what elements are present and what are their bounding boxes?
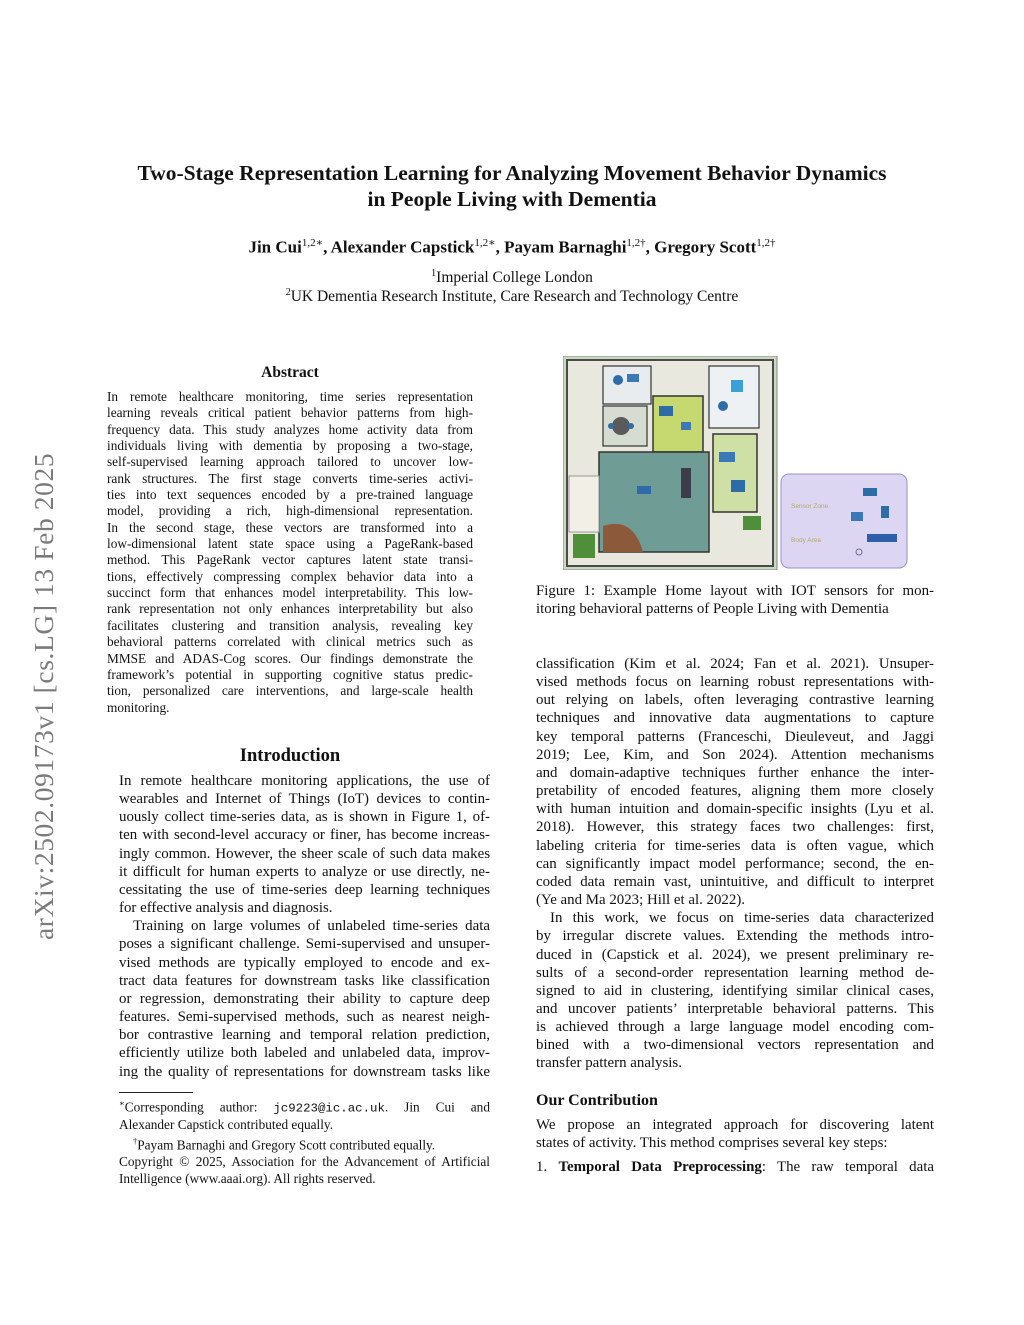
- right-column-body: [536, 655, 934, 1073]
- furniture-item: [613, 375, 623, 385]
- list-item-title: Temporal Data Preprocessing: [558, 1159, 762, 1176]
- affiliation: [80, 287, 944, 306]
- sensor-icon: [867, 534, 897, 542]
- abstract-heading: Abstract: [261, 364, 319, 381]
- sensor-icon: [863, 488, 877, 496]
- text-line: out relying on labels, often leveraging contrastive learning: [536, 692, 934, 709]
- text-line: Training on large volumes of unlabeled time-series data: [133, 918, 490, 935]
- abstract-line: self-supervised learning approach tailored to uncover low-: [107, 454, 473, 470]
- text-line: 2018). However, this strategy faces two challenges: first,: [536, 819, 934, 836]
- sensor-icon: [851, 512, 863, 521]
- text-line: pretability of encoded features, aligning them more closely: [536, 783, 934, 800]
- text-line: techniques and innovative data augmentations to capture: [536, 710, 934, 727]
- footnote-mark: †: [133, 1136, 138, 1147]
- text-line: uously collect time-series data, as is shown in Figure 1, of-: [119, 809, 490, 826]
- text-line: wearables and Internet of Things (IoT) devices to contin-: [119, 791, 490, 808]
- footnote-text: . Jin Cui and: [384, 1099, 490, 1115]
- abstract-line: framework’s potential in supporting cognitive status predic-: [107, 666, 473, 682]
- garden-patch: [573, 534, 595, 558]
- email-link[interactable]: jc9223@ic.ac.uk: [273, 1101, 385, 1116]
- sensor-icon: [881, 506, 889, 518]
- footnote-text: Payam Barnaghi and Gregory Scott contributed equally.: [137, 1137, 436, 1153]
- sensor-zone-panel: [781, 474, 907, 568]
- abstract-line: low-dimensional latent state space using a PageRank-based: [107, 536, 473, 552]
- sofa: [681, 468, 691, 498]
- author-marks: 1,2∗: [474, 237, 496, 249]
- author-name: Gregory Scott: [654, 237, 757, 257]
- author-list: Jin Cui$^{1,2∗}$, Alexander Capstick$^{1,2∗}$, Payam Barnaghi$^{1,2\dagger}$, Gregory Scott$^{1,2\dagger}$: [248, 237, 776, 257]
- copyright-line: Copyright © 2025, Association for the Advancement of Artificial: [119, 1154, 490, 1170]
- text-line: (Ye and Ma 2023; Hill et al. 2022).: [536, 892, 745, 909]
- abstract-line: facilitates clustering and transition analysis, revealing key: [107, 617, 473, 633]
- text-line: with human intuition and domain-specific insights (Lyu et al.: [536, 801, 934, 818]
- abstract-line: tion, personalized care interventions, and large-scale health: [107, 683, 473, 699]
- abstract-line: tions, effectively compressing complex behavior data into a: [107, 568, 473, 584]
- footnote-line: [119, 1133, 490, 1154]
- footnote-rule: [119, 1092, 193, 1093]
- title-line: Two-Stage Representation Learning for Analyzing Movement Behavior Dynamics: [137, 161, 887, 185]
- contribution-body: [536, 1116, 934, 1176]
- furniture-item: [681, 422, 691, 430]
- title-line: in People Living with Dementia: [367, 187, 657, 211]
- text-line: bined with a two-dimensional vectors representation and: [536, 1037, 934, 1054]
- text-line: or regression, demonstrating their ability to capture deep: [119, 990, 490, 1007]
- garden-patch: [743, 516, 761, 530]
- abstract-line: method. This PageRank vector captures latent state transi-: [107, 552, 473, 568]
- furniture-item: [659, 406, 673, 416]
- text-line: efficiently utilize both labeled and unlabeled data, improv-: [119, 1045, 490, 1062]
- sensor-zone-label: Sensor Zone: [791, 503, 829, 510]
- text-line: signed to aid in clustering, identifying similar clinical cases,: [536, 982, 934, 999]
- affiliation-mark: 2: [285, 287, 291, 298]
- text-line: it difficult for human experts to analyze or use directly, ne-: [119, 863, 490, 880]
- text-line: and uncover patients’ interpretable behavioral patterns. This: [536, 1000, 934, 1017]
- affiliation-text: UK Dementia Research Institute, Care Research and Technology Centre: [290, 288, 739, 306]
- footnote-line: [119, 1095, 490, 1117]
- text-line: We propose an integrated approach for discovering latent: [536, 1117, 934, 1133]
- abstract-line: monitoring.: [107, 699, 170, 715]
- text-line: can significantly impact model performance; second, the en-: [536, 855, 934, 872]
- text-line: and domain-adaptive techniques further enhance the inter-: [536, 764, 934, 781]
- footnotes: [119, 1095, 490, 1187]
- text-line: In this work, we focus on time-series data characterized: [550, 910, 934, 927]
- text-line: sults of a second-order representation learning method de-: [536, 964, 934, 981]
- text-line: ten with second-level accuracy or finer, has become increas-: [119, 827, 490, 844]
- furniture-item: [637, 486, 651, 494]
- room-bathroom: [709, 366, 759, 428]
- abstract-line: frequency data. This study analyzes home activity data from: [107, 421, 473, 437]
- affiliation: [80, 268, 944, 287]
- footnote-line: Alexander Capstick contributed equally.: [119, 1116, 334, 1132]
- abstract-line: learning reveals critical patient behavior patterns from high-: [107, 405, 473, 421]
- author-name: Payam Barnaghi: [504, 237, 627, 257]
- patio: [569, 476, 599, 532]
- author-marks: 1,2†: [756, 237, 776, 249]
- abstract-line: rank structures. The first stage converts time-series activi-: [107, 470, 473, 486]
- affiliation-text: Imperial College London: [436, 269, 593, 287]
- author-marks: 1,2∗: [301, 237, 324, 249]
- text-line: cessitating the use of time-series deep learning techniques: [119, 881, 490, 898]
- text-line: bor contrastive learning and temporal relation prediction,: [119, 1027, 490, 1044]
- introduction-body: [119, 772, 490, 1081]
- abstract-line: succinct form that enhances model interpretability. This low-: [107, 585, 473, 601]
- text-line: In remote healthcare monitoring applications, the use of: [119, 773, 490, 789]
- abstract-line: rank representation not only enhances interpretability but also: [107, 601, 473, 617]
- footnote-mark: ∗: [119, 1098, 125, 1108]
- furniture-item: [627, 374, 639, 382]
- text-line: classification (Kim et al. 2024; Fan et al. 2021). Unsuper-: [536, 656, 934, 672]
- caption-line: itoring behavioral patterns of People Living with Dementia: [536, 601, 889, 618]
- abstract-line: model, providing a rich, high-dimensional representation.: [107, 503, 473, 519]
- body-area-label: Body Area: [791, 537, 821, 544]
- home-layout-figure: [563, 356, 911, 570]
- text-line: ingly common. However, the sheer scale of such data makes: [119, 845, 490, 862]
- footnote-text: Corresponding author:: [124, 1099, 274, 1115]
- contribution-heading: Our Contribution: [536, 1092, 658, 1109]
- room-top-left: [603, 366, 651, 404]
- text-line: poses a significant challenge. Semi-supervised and unsuper-: [119, 936, 490, 953]
- abstract-line: In the second stage, these vectors are transformed into a: [107, 519, 473, 535]
- text-line: duced in (Capstick et al. 2024), we present preliminary re-: [536, 946, 934, 963]
- furniture-item: [731, 480, 745, 492]
- author-marks: 1,2†: [626, 237, 646, 249]
- list-item-text: : The raw temporal data: [761, 1159, 934, 1176]
- furniture-item: [719, 452, 735, 462]
- introduction-heading: Introduction: [239, 746, 341, 766]
- abstract-line: In remote healthcare monitoring, time series representation: [107, 389, 473, 404]
- dining-table: [612, 417, 630, 435]
- furniture-item: [731, 380, 743, 392]
- text-line: transfer pattern analysis.: [536, 1055, 682, 1072]
- furniture-item: [628, 423, 634, 429]
- abstract-line: individuals living with dementia by proposing a two-stage,: [107, 438, 473, 454]
- affiliation-mark: 1: [431, 268, 437, 279]
- caption-line: Figure 1: Example Home layout with IOT sensors for mon-: [536, 583, 934, 599]
- author-name: Alexander Capstick: [330, 237, 475, 257]
- list-number: 1.: [536, 1159, 548, 1176]
- text-line: states of activity. This method comprises several key steps:: [536, 1135, 888, 1152]
- text-line: key temporal patterns (Franceschi, Dieuleveut, and Jaggi: [536, 728, 934, 745]
- text-line: by irregular discrete values. Extending the methods intro-: [536, 928, 934, 945]
- abstract-line: ties into text sequences encoded by a pre-trained language: [107, 487, 473, 503]
- text-line: labeling criteria for time-series data is often vague, which: [536, 837, 934, 854]
- copyright-line: Intelligence (www.aaai.org). All rights reserved.: [119, 1170, 376, 1186]
- furniture-item: [718, 401, 728, 411]
- list-item: [536, 1158, 934, 1176]
- paper-title: [80, 160, 944, 212]
- text-line: tract data features for downstream tasks like classification: [119, 972, 490, 989]
- text-line: vised methods are typically employed to encode and ex-: [119, 954, 490, 971]
- text-line: for effective analysis and diagnosis.: [119, 900, 333, 917]
- abstract-body: [107, 389, 473, 716]
- abstract-line: MMSE and ADAS-Cog scores. Our findings demonstrate the: [107, 650, 473, 666]
- abstract-line: behavioral patterns correlated with clinical metrics such as: [107, 634, 473, 650]
- author-name: Jin Cui: [248, 237, 302, 257]
- text-line: 2019; Lee, Kim, and Son 2024). Attention mechanisms: [536, 746, 934, 763]
- text-line: ing the quality of representations for downstream tasks like: [119, 1063, 490, 1080]
- text-line: coded data remain vast, unintuitive, and difficult to interpret: [536, 873, 934, 890]
- room-kitchen: [653, 396, 703, 452]
- text-line: is achieved through a large language model encoding com-: [536, 1019, 934, 1036]
- text-line: vised methods focus on learning robust representations with-: [536, 674, 934, 691]
- furniture-item: [608, 423, 614, 429]
- room-bedroom: [713, 434, 757, 512]
- arxiv-stamp: arXiv:2502.09173v1 [cs.LG] 13 Feb 2025: [28, 452, 59, 940]
- figure-caption: [536, 582, 934, 618]
- text-line: features. Semi-supervised methods, such as nearest neigh-: [119, 1009, 490, 1026]
